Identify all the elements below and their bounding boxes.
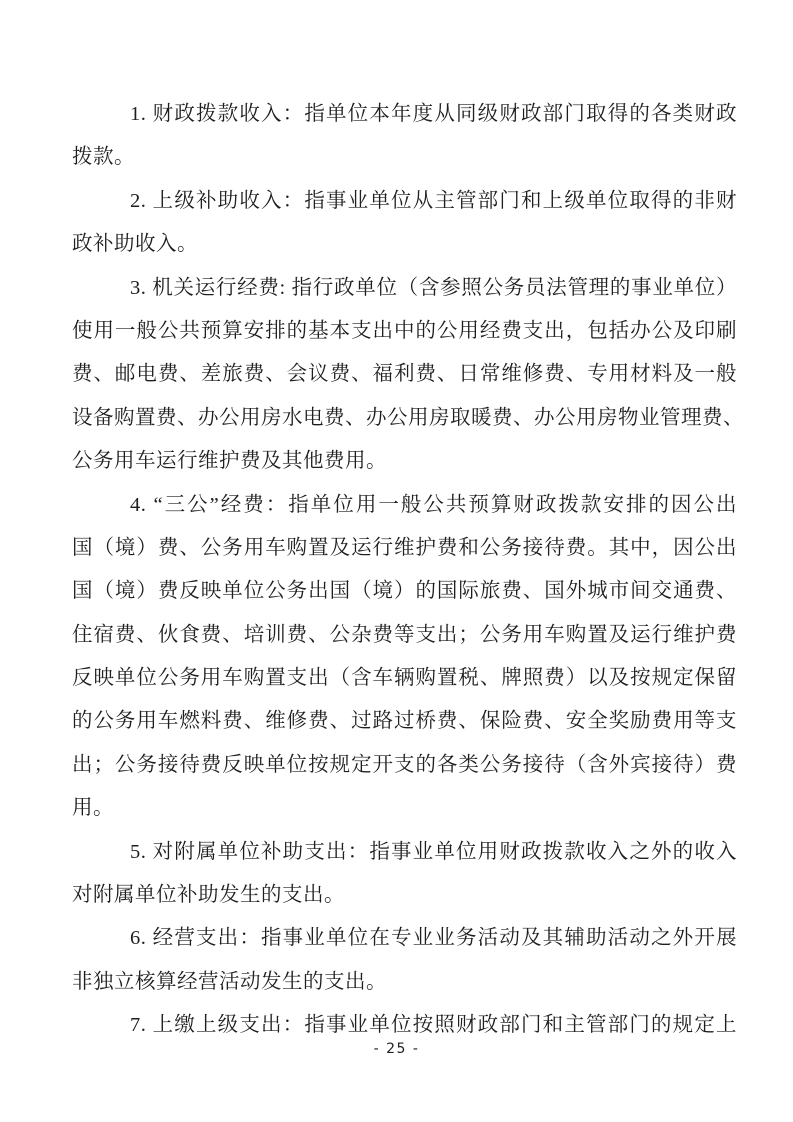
- text-line: 的公务用车燃料费、维修费、过路过桥费、保险费、安全奖励费用等支: [72, 710, 737, 733]
- text-line: 对附属单位补助发生的支出。: [72, 884, 345, 907]
- text-line: 7. 上缴上级支出：指事业单位按照财政部门和主管部门的规定上: [130, 1014, 737, 1037]
- definition-item-5: [72, 831, 737, 918]
- text-line: 国（境）费、公务用车购置及运行维护费和公务接待费。其中，因公出: [72, 536, 737, 559]
- definition-item-2: [72, 180, 737, 267]
- text-line: 4. “三公”经费：指单位用一般公共预算财政拨款安排的因公出: [130, 493, 737, 516]
- definition-item-3: [72, 267, 744, 484]
- text-line: 公务用车运行维护费及其他费用。: [72, 450, 387, 473]
- text-line: 政补助收入。: [72, 233, 198, 256]
- text-line: 使用一般公共预算安排的基本支出中的公用经费支出，包括办公及印刷: [72, 319, 737, 342]
- definition-item-1: [72, 93, 737, 180]
- text-line: 非独立核算经营活动发生的支出。: [72, 970, 387, 993]
- definition-item-4: [72, 484, 737, 831]
- text-line: 国（境）费反映单位公务出国（境）的国际旅费、国外城市间交通费、: [72, 580, 737, 603]
- text-line: 用。: [72, 797, 114, 820]
- definition-item-6: [72, 917, 737, 1004]
- text-line: 2. 上级补助收入：指事业单位从主管部门和上级单位取得的非财: [130, 189, 737, 212]
- text-line: 1. 财政拨款收入：指单位本年度从同级财政部门取得的各类财政: [130, 103, 737, 125]
- text-line: 反映单位公务用车购置支出（含车辆购置税、牌照费）以及按规定保留: [72, 667, 737, 690]
- text-line: 出；公务接待费反映单位按规定开支的各类公务接待（含外宾接待）费: [72, 753, 737, 776]
- text-line: 5. 对附属单位补助支出：指事业单位用财政拨款收入之外的收入: [130, 840, 737, 863]
- document-body: [72, 93, 744, 1048]
- text-line: 费、邮电费、差旅费、会议费、福利费、日常维修费、专用材料及一般: [72, 363, 737, 386]
- text-line: 3. 机关运行经费: 指行政单位（含参照公务员法管理的事业单位）: [130, 276, 737, 299]
- text-line: 设备购置费、办公用房水电费、办公用房取暖费、办公用房物业管理费、: [72, 406, 744, 429]
- text-line: 住宿费、伙食费、培训费、公杂费等支出；公务用车购置及运行维护费: [72, 623, 737, 646]
- page-number: - 25 -: [373, 1041, 420, 1057]
- text-line: 拨款。: [72, 146, 135, 169]
- text-line: 6. 经营支出：指事业单位在专业业务活动及其辅助活动之外开展: [130, 927, 737, 950]
